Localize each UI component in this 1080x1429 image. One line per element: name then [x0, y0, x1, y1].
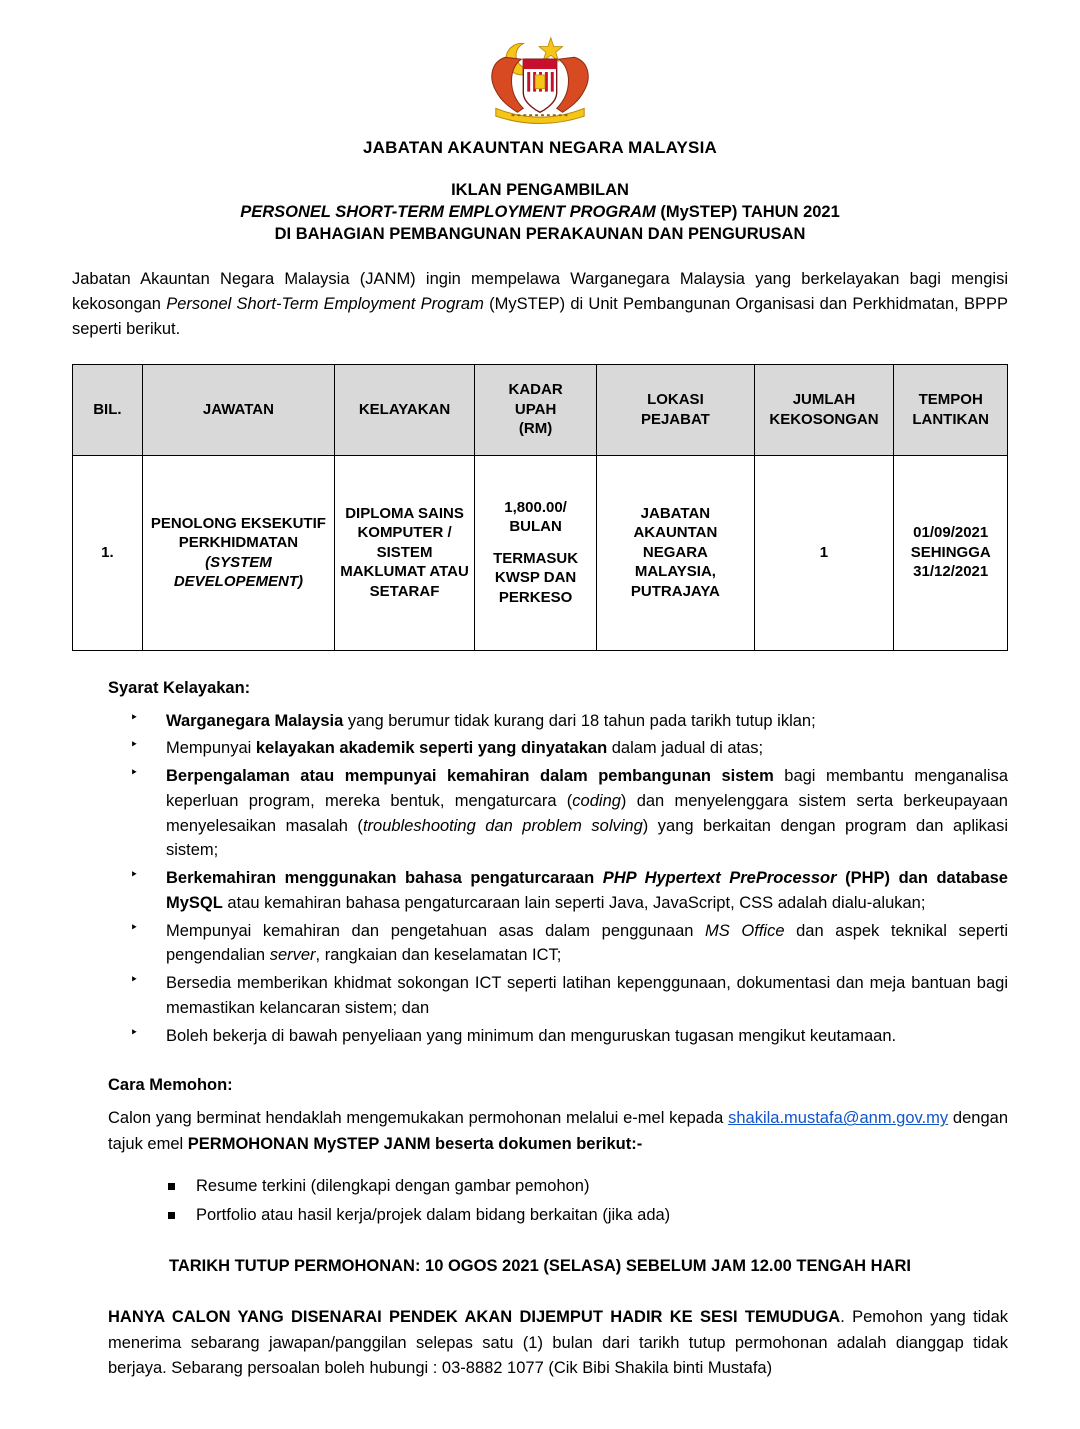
syarat-5-text1: dan aspek teknikal seperti pengendalian	[166, 921, 1008, 965]
cell-kelayakan: DIPLOMA SAINS KOMPUTER / SISTEM MAKLUMAT ATAU SETARAF	[335, 455, 475, 650]
ad-heading-line1: IKLAN PENGAMBILAN	[451, 180, 629, 199]
cell-tempoh: 01/09/2021 SEHINGGA 31/12/2021	[894, 455, 1008, 650]
list-item	[130, 866, 1008, 916]
column-header-tempoh	[894, 364, 1008, 455]
malaysia-coat-of-arms-icon	[465, 18, 615, 126]
lokasi-line2: PEJABAT	[640, 410, 710, 428]
section-title-cara-memohon: Cara Memohon:	[108, 1076, 233, 1095]
cell-kadar-upah-line1: 1,800.00/ BULAN	[504, 498, 567, 536]
syarat-3-text2: ) dan menyelenggara sistem serta berkeupayaan menyelesaikan masalah (	[166, 791, 1008, 835]
notice-bold: HANYA CALON YANG DISENARAI PENDEK AKAN DIJEMPUT HADIR KE SESI TEMUDUGA	[108, 1308, 841, 1327]
cell-bil: 1.	[73, 455, 143, 650]
column-header-kelayakan: KELAYAKAN	[335, 364, 475, 455]
syarat-6-text: Bersedia memberikan khidmat sokongan ICT seperti latihan kepenggunaan, dokumentasi dan meja bantuan bagi memastikan kelancaran sistem; dan	[166, 974, 1008, 1017]
kadar-upah-line2: UPAH	[514, 400, 557, 418]
intro-paragraph	[72, 267, 1008, 341]
cara-memohon-paragraph	[72, 1106, 1008, 1157]
notice-text: . Pemohon yang tidak menerima sebarang jawapan/panggilan selepas satu (1) bulan dari tarikh tutup permohonan adalah dianggap tidak berjaya. Sebarang persoalan boleh hubungi : 03-8882 1077 (Cik Bibi Shakila binti Mustafa)	[108, 1308, 1009, 1378]
syarat-4-bold2: (PHP) dan database MySQL	[166, 869, 1008, 912]
syarat-1-bold: Warganegara Malaysia	[166, 711, 344, 730]
syarat-1-text: yang berumur tidak kurang dari 18 tahun pada tarikh tutup iklan;	[343, 711, 816, 730]
list-item: Resume terkini (dilengkapi dengan gambar pemohon)	[168, 1174, 1008, 1199]
cell-jawatan-main: PENOLONG EKSEKUTIF PERKHIDMATAN	[150, 514, 326, 552]
kadar-upah-line1: KADAR	[508, 381, 563, 399]
cara-memohon-bold: PERMOHONAN MySTEP JANM beserta dokumen berikut:-	[187, 1134, 643, 1153]
cell-lokasi: JABATAN AKAUNTAN NEGARA MALAYSIA, PUTRAJAYA	[597, 455, 754, 650]
documents-list	[72, 1174, 1008, 1228]
list-item	[130, 971, 1008, 1021]
intro-part1: Jabatan Akauntan Negara Malaysia (JANM) ingin mempelawa Warganegara Malaysia yang berkelayakan bagi mengisi kekosongan	[72, 270, 1008, 314]
syarat-5-italic1: MS Office	[705, 921, 785, 940]
jumlah-line2: KEKOSONGAN	[769, 410, 879, 428]
ad-heading-line2-italic: PERSONEL SHORT-TERM EMPLOYMENT PROGRAM	[240, 202, 656, 221]
shortlist-notice	[72, 1305, 1008, 1382]
cell-jumlah: 1	[754, 455, 894, 650]
syarat-list	[72, 709, 1008, 1049]
syarat-5-italic2: server	[269, 946, 316, 965]
table-header-row	[73, 364, 1008, 455]
list-item: Portfolio atau hasil kerja/projek dalam bidang berkaitan (jika ada)	[168, 1203, 1008, 1228]
syarat-3-italic2: troubleshooting dan problem solving	[362, 816, 643, 835]
syarat-4-bold1: Berkemahiran menggunakan bahasa pengaturcaraan	[166, 869, 603, 888]
column-header-bil: BIL.	[73, 364, 143, 455]
syarat-3-italic1: coding	[572, 791, 621, 810]
intro-part2: (MySTEP) di Unit Pembangunan Organisasi dan Perkhidmatan, BPPP seperti berikut.	[72, 295, 1008, 338]
syarat-3-text3: ) yang berkaitan dengan program dan aplikasi sistem;	[166, 816, 1008, 860]
intro-italic: Personel Short-Term Employment Program	[166, 295, 484, 314]
advertisement-heading	[72, 179, 1008, 246]
syarat-7-text: Boleh bekerja di bawah penyeliaan yang minimum dan menguruskan tugasan mengikut keutamaan.	[166, 1026, 897, 1045]
column-header-kadar-upah	[474, 364, 596, 455]
column-header-jumlah	[754, 364, 894, 455]
syarat-2-text: dalam jadual di atas;	[607, 739, 764, 758]
cell-jawatan	[142, 455, 334, 650]
list-item	[130, 736, 1008, 761]
email-link[interactable]: shakila.mustafa@anm.gov.my	[728, 1109, 949, 1128]
column-header-lokasi	[597, 364, 754, 455]
ad-heading-line2	[72, 201, 1008, 223]
table-row	[73, 455, 1008, 650]
ad-heading-line3: DI BAHAGIAN PEMBANGUNAN PERAKAUNAN DAN PENGURUSAN	[274, 225, 806, 244]
syarat-2-pre: Mempunyai	[166, 739, 256, 758]
cara-memohon-text2: dengan tajuk emel	[108, 1109, 1008, 1153]
lokasi-line1: LOKASI	[647, 391, 704, 409]
syarat-4-bolditalic: PHP Hypertext PreProcessor	[602, 869, 837, 888]
syarat-4-text: atau kemahiran bahasa pengaturcaraan lain seperti Java, JavaScript, CSS adalah dialu-alukan;	[222, 893, 926, 912]
cell-kadar-upah	[474, 455, 596, 650]
syarat-2-bold: kelayakan akademik seperti yang dinyatakan	[255, 739, 608, 758]
table-body	[73, 455, 1008, 650]
section-title-syarat: Syarat Kelayakan:	[108, 678, 251, 697]
syarat-3-text1: bagi membantu menganalisa keperluan program, mereka bentuk, mengaturcara (	[166, 767, 1008, 810]
list-item	[130, 764, 1008, 863]
list-item	[130, 919, 1008, 969]
cell-kadar-upah-line2: TERMASUK KWSP DAN PERKESO	[493, 549, 579, 606]
ad-heading-line2-rest: (MySTEP) TAHUN 2021	[655, 202, 840, 221]
organization-title: JABATAN AKAUNTAN NEGARA MALAYSIA	[363, 138, 717, 157]
spacer	[479, 537, 592, 549]
table-header	[73, 364, 1008, 455]
cell-jawatan-italic: (SYSTEM DEVELOPEMENT)	[173, 553, 304, 591]
vacancy-table	[72, 364, 1008, 651]
kadar-upah-line3: (RM)	[518, 420, 553, 438]
jumlah-line1: JUMLAH	[792, 391, 856, 409]
column-header-jawatan: JAWATAN	[142, 364, 334, 455]
list-item	[130, 1024, 1008, 1049]
syarat-5-pre: Mempunyai kemahiran dan pengetahuan asas dalam penggunaan	[166, 921, 706, 940]
cara-memohon-text1: Calon yang berminat hendaklah mengemukakan permohonan melalui e-mel kepada	[108, 1109, 729, 1128]
tempoh-line2: LANTIKAN	[912, 410, 990, 428]
crest-container	[72, 18, 1008, 130]
syarat-3-bold: Berpengalaman atau mempunyai kemahiran dalam pembangunan sistem	[166, 767, 774, 786]
syarat-5-text2: , rangkaian dan keselamatan ICT;	[315, 946, 562, 965]
closing-date: TARIKH TUTUP PERMOHONAN: 10 OGOS 2021 (SELASA) SEBELUM JAM 12.00 TENGAH HARI	[168, 1257, 911, 1276]
tempoh-line1: TEMPOH	[918, 391, 983, 409]
list-item	[130, 709, 1008, 734]
